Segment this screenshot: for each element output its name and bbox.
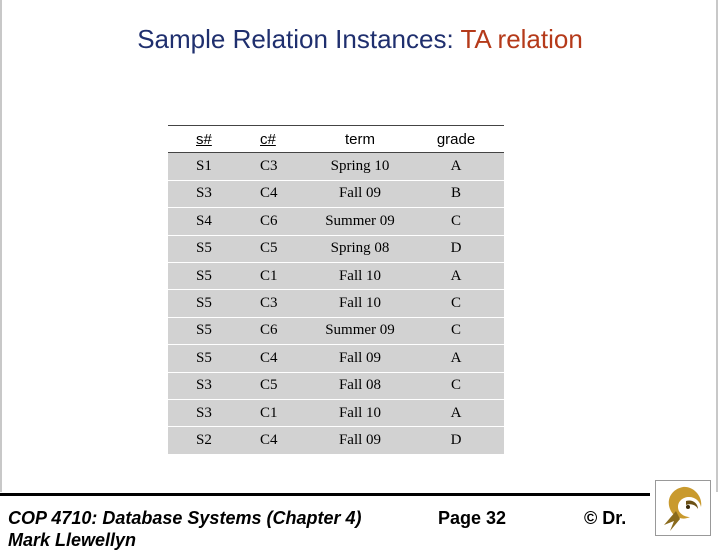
table-row bbox=[168, 317, 504, 344]
cell-term: Fall 10 bbox=[312, 262, 408, 289]
cell-c-number: C1 bbox=[260, 399, 312, 426]
header-c-number: c# bbox=[260, 126, 312, 153]
cell-c-number: C4 bbox=[260, 345, 312, 372]
cell-grade: C bbox=[408, 290, 504, 317]
footer-copyright-continued: Mark Llewellyn bbox=[8, 530, 137, 550]
cell-term: Fall 09 bbox=[312, 345, 408, 372]
footer-divider bbox=[0, 493, 650, 496]
title-highlight: TA relation bbox=[460, 24, 583, 54]
header-term: term bbox=[312, 126, 408, 153]
pegasus-logo-icon bbox=[655, 480, 711, 536]
cell-grade: D bbox=[408, 235, 504, 262]
cell-grade: A bbox=[408, 399, 504, 426]
cell-term: Fall 09 bbox=[312, 180, 408, 207]
footer-copyright: © Dr. bbox=[584, 508, 627, 528]
cell-s-number: S5 bbox=[168, 290, 260, 317]
table-row bbox=[168, 372, 504, 399]
cell-grade: A bbox=[408, 345, 504, 372]
cell-s-number: S2 bbox=[168, 427, 260, 454]
header-s-number: s# bbox=[168, 126, 260, 153]
cell-c-number: C1 bbox=[260, 262, 312, 289]
cell-s-number: S3 bbox=[168, 399, 260, 426]
cell-s-number: S3 bbox=[168, 180, 260, 207]
cell-term: Fall 10 bbox=[312, 290, 408, 317]
cell-grade: A bbox=[408, 262, 504, 289]
cell-grade: C bbox=[408, 317, 504, 344]
footer-page-number: Page 32 bbox=[438, 508, 507, 528]
cell-term: Summer 09 bbox=[312, 208, 408, 235]
cell-s-number: S4 bbox=[168, 208, 260, 235]
table-row bbox=[168, 345, 504, 372]
cell-term: Fall 08 bbox=[312, 372, 408, 399]
cell-s-number: S5 bbox=[168, 235, 260, 262]
cell-s-number: S5 bbox=[168, 262, 260, 289]
table-row bbox=[168, 180, 504, 207]
table-body bbox=[168, 153, 504, 454]
cell-term: Fall 10 bbox=[312, 399, 408, 426]
title-main: Sample Relation Instances: bbox=[137, 24, 461, 54]
cell-c-number: C5 bbox=[260, 372, 312, 399]
cell-term: Summer 09 bbox=[312, 317, 408, 344]
cell-grade: B bbox=[408, 180, 504, 207]
cell-c-number: C3 bbox=[260, 153, 312, 180]
cell-c-number: C5 bbox=[260, 235, 312, 262]
cell-grade: A bbox=[408, 153, 504, 180]
cell-c-number: C4 bbox=[260, 180, 312, 207]
cell-term: Spring 10 bbox=[312, 153, 408, 180]
cell-s-number: S3 bbox=[168, 372, 260, 399]
cell-s-number: S1 bbox=[168, 153, 260, 180]
table-row bbox=[168, 427, 504, 454]
cell-grade: C bbox=[408, 372, 504, 399]
cell-term: Fall 09 bbox=[312, 427, 408, 454]
cell-term: Spring 08 bbox=[312, 235, 408, 262]
header-grade: grade bbox=[408, 126, 504, 153]
table-row bbox=[168, 262, 504, 289]
ta-relation-table bbox=[168, 125, 504, 455]
footer-course: COP 4710: Database Systems (Chapter 4) bbox=[8, 508, 362, 528]
cell-s-number: S5 bbox=[168, 345, 260, 372]
cell-s-number: S5 bbox=[168, 317, 260, 344]
table-header-row bbox=[168, 126, 504, 153]
cell-c-number: C6 bbox=[260, 208, 312, 235]
cell-grade: C bbox=[408, 208, 504, 235]
table-row bbox=[168, 290, 504, 317]
table-row bbox=[168, 153, 504, 180]
cell-c-number: C4 bbox=[260, 427, 312, 454]
table-row bbox=[168, 208, 504, 235]
cell-c-number: C6 bbox=[260, 317, 312, 344]
cell-c-number: C3 bbox=[260, 290, 312, 317]
cell-grade: D bbox=[408, 427, 504, 454]
table-row bbox=[168, 399, 504, 426]
slide-title bbox=[0, 24, 720, 55]
table-row bbox=[168, 235, 504, 262]
